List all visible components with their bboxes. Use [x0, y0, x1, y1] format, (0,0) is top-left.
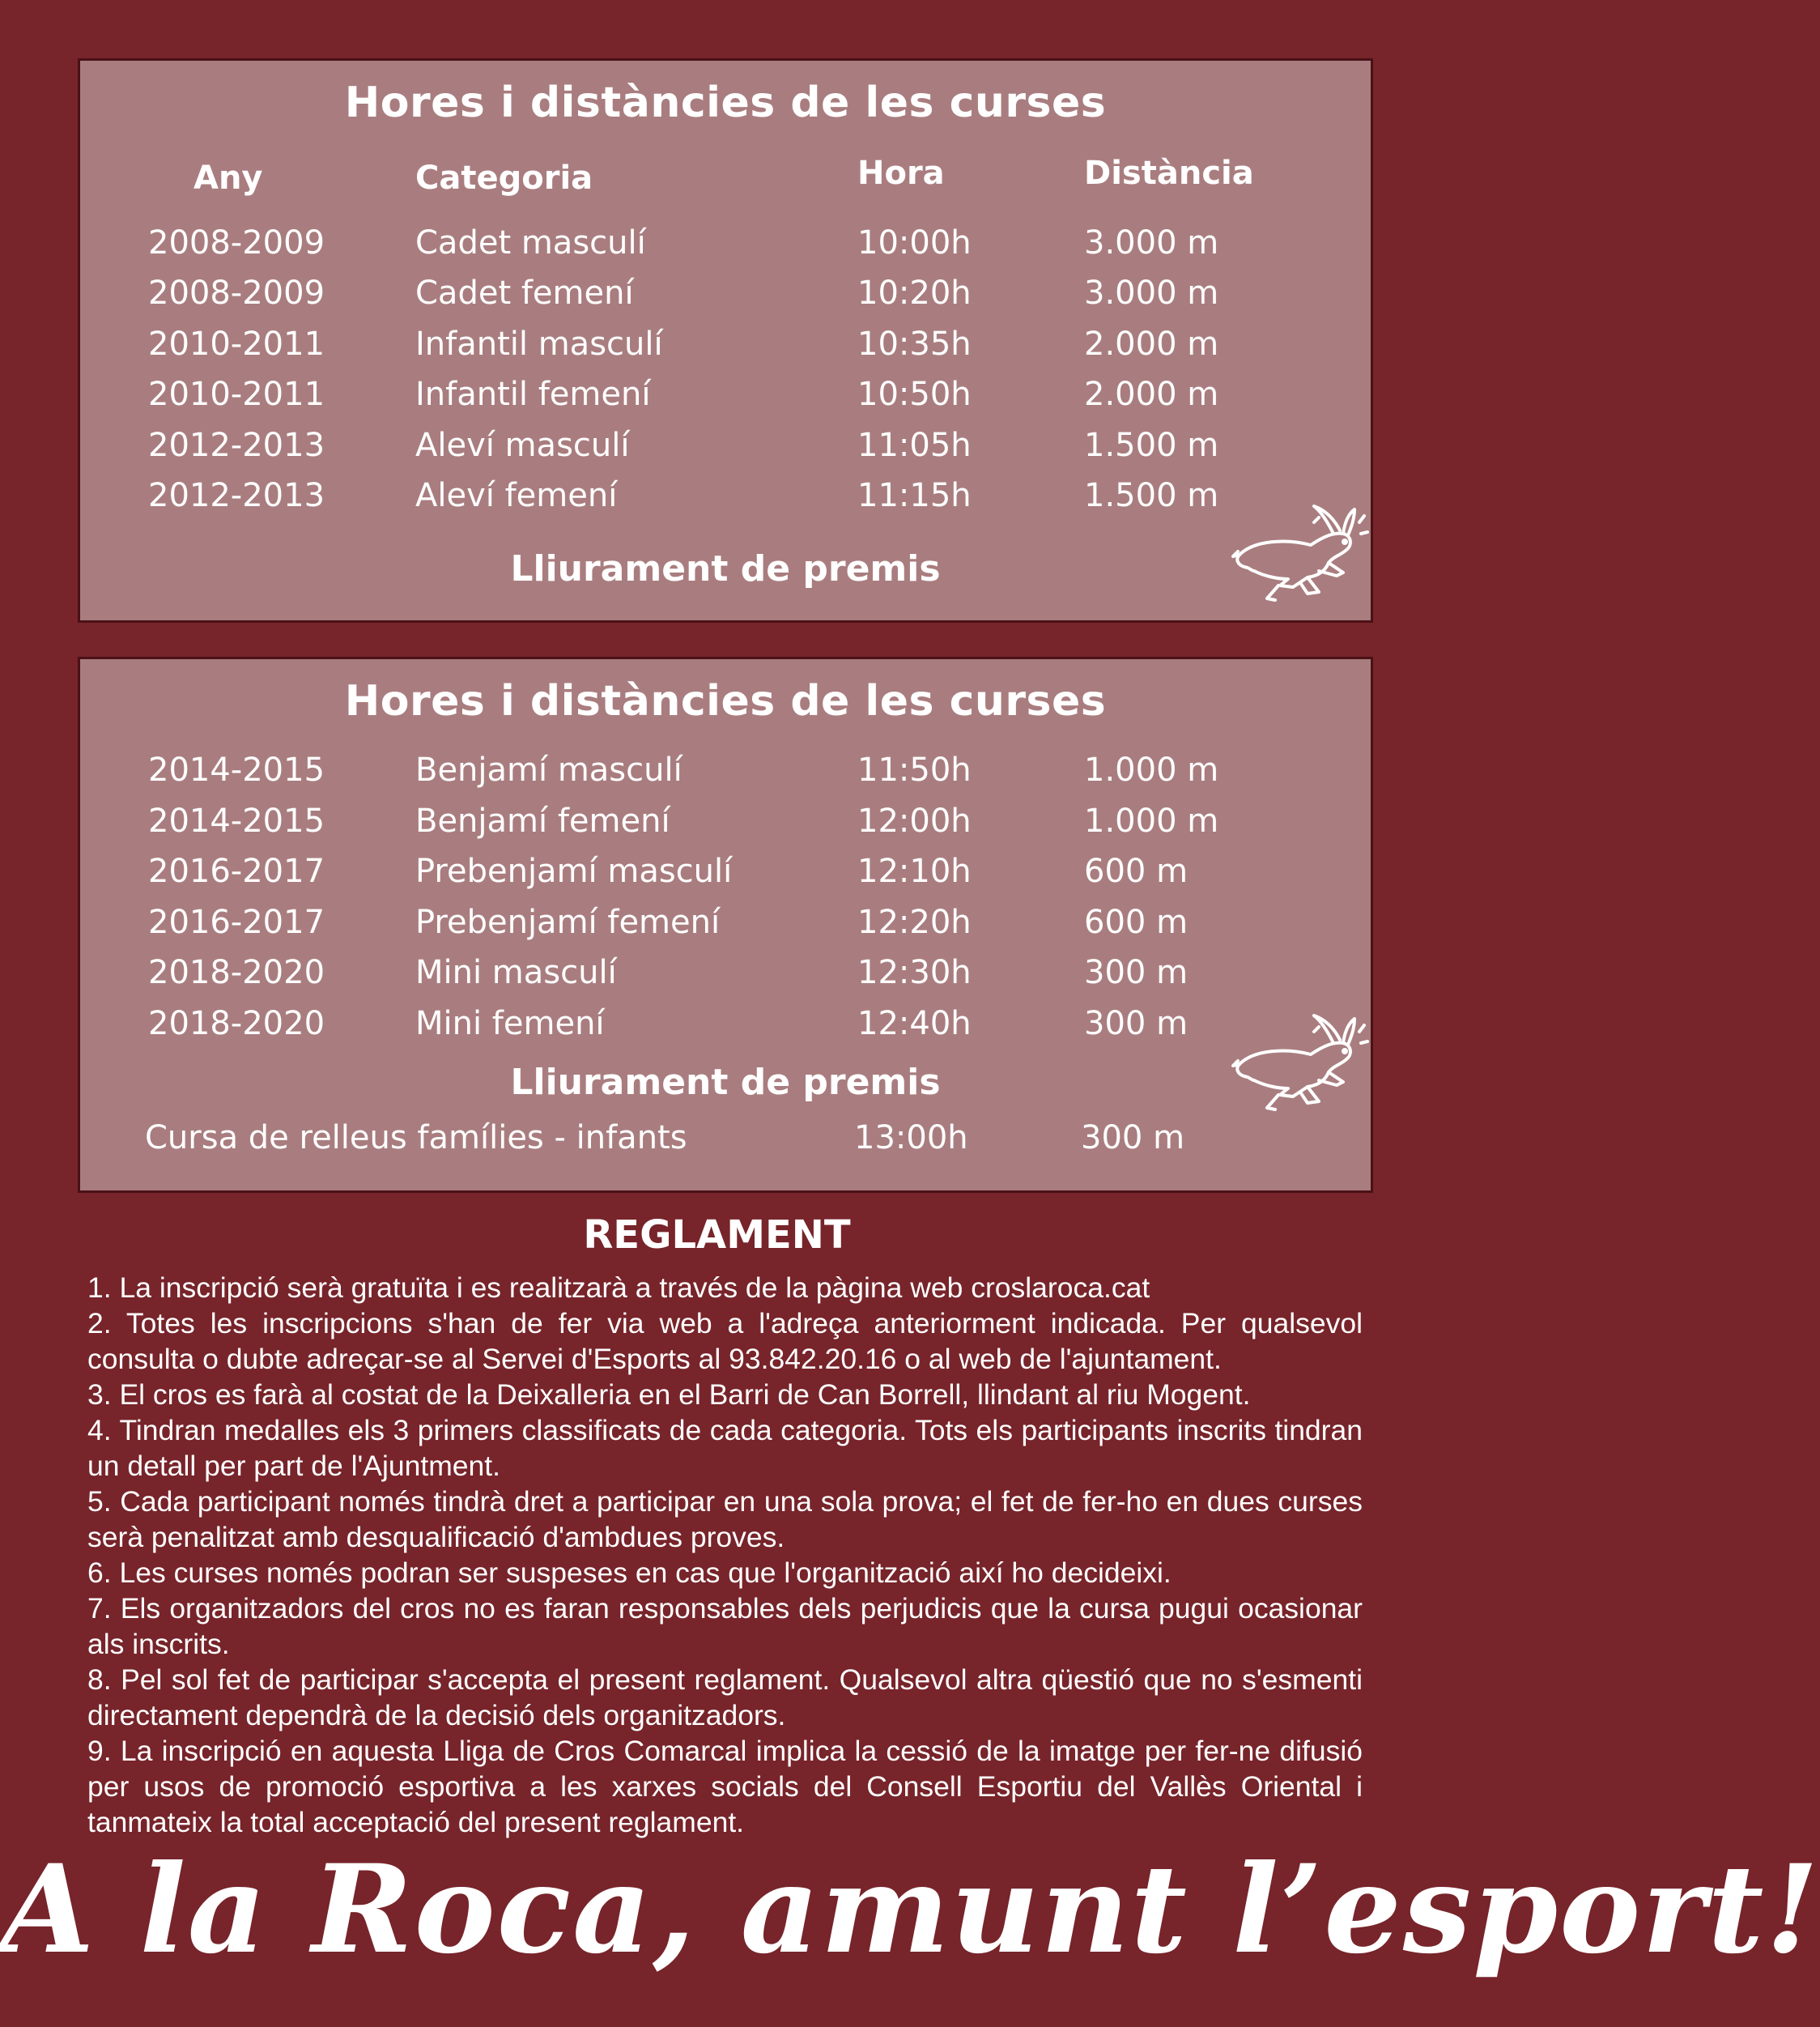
- row-categoria: Cadet femení: [415, 275, 634, 312]
- row-categoria: Aleví masculí: [415, 427, 630, 464]
- row-categoria: Mini masculí: [415, 954, 617, 991]
- rule-item: 4. Tindran medalles els 3 primers classificats de cada categoria. Tots els participants inscrits tindran un detall per part de l'Ajuntment.: [87, 1414, 1363, 1482]
- row-hora: 12:10h: [857, 853, 972, 890]
- rule-item: 5. Cada participant només tindrà dret a participar en una sola prova; el fet de fer-ho en dues curses serà penalitzat amb desqualificació d'ambdues proves.: [87, 1485, 1363, 1553]
- rabbit-icon: [1230, 498, 1367, 611]
- row-distancia: 3.000 m: [1084, 224, 1219, 262]
- row-any: 2016-2017: [148, 904, 325, 941]
- row-hora: 11:05h: [857, 427, 972, 464]
- row-any: 2008-2009: [148, 275, 325, 312]
- table-row: [80, 954, 1371, 1004]
- row-hora: 11:50h: [857, 752, 972, 789]
- row-hora: 12:00h: [857, 803, 972, 840]
- rule-item: 9. La inscripció en aquesta Lliga de Cros Comarcal implica la cessió de la imatge per fer-ne difusió per usos de promoció esportiva a les xarxes socials del Consell Esportiu del Vallès Oriental i tanmateix la total acceptació del present reglament.: [87, 1735, 1363, 1838]
- row-distancia: 2.000 m: [1084, 376, 1219, 413]
- row-categoria: Mini femení: [415, 1005, 605, 1042]
- row-hora: 10:50h: [857, 376, 972, 413]
- schedule-panel-1: [78, 58, 1373, 623]
- header-hora: Hora: [857, 155, 945, 192]
- row-distancia: 300 m: [1084, 1005, 1189, 1042]
- row-categoria: Prebenjamí femení: [415, 904, 721, 941]
- row-distancia: 600 m: [1084, 904, 1189, 941]
- row-any: 2008-2009: [148, 224, 325, 262]
- header-distancia: Distància: [1084, 155, 1254, 192]
- row-any: 2010-2011: [148, 376, 325, 413]
- table-row: [80, 275, 1371, 325]
- panel-title: Hores i distàncies de les curses: [344, 79, 1107, 127]
- header-any: Any: [193, 160, 263, 197]
- row-any: 2018-2020: [148, 1005, 325, 1042]
- relay-distancia: 300 m: [1081, 1119, 1185, 1156]
- slogan: A la Roca, amunt l’esport!: [0, 1838, 1820, 1981]
- table-row: [80, 477, 1371, 527]
- rule-item: 2. Totes les inscripcions s'han de fer via web a l'adreça anteriorment indicada. Per qualsevol consulta o dubte adreçar-se al Servei d'Esports al 93.842.20.16 o al web de l'ajuntament.: [87, 1307, 1363, 1375]
- row-categoria: Cadet masculí: [415, 224, 646, 262]
- table-row: [80, 904, 1371, 954]
- table-row: [80, 853, 1371, 903]
- row-hora: 12:20h: [857, 904, 972, 941]
- row-any: 2018-2020: [148, 954, 325, 991]
- row-categoria: Prebenjamí masculí: [415, 853, 733, 890]
- row-distancia: 300 m: [1084, 954, 1189, 991]
- row-hora: 11:15h: [857, 477, 972, 514]
- row-any: 2012-2013: [148, 427, 325, 464]
- rule-item: 6. Les curses només podran ser suspeses en cas que l'organització així ho decideixi.: [87, 1556, 1172, 1589]
- table-row: [80, 427, 1371, 477]
- row-any: 2016-2017: [148, 853, 325, 890]
- row-any: 2014-2015: [148, 752, 325, 789]
- row-categoria: Infantil masculí: [415, 326, 663, 363]
- row-hora: 10:35h: [857, 326, 972, 363]
- table-row: [80, 752, 1371, 802]
- rule-item: 7. Els organitzadors del cros no es faran responsables dels perjudicis que la cursa pugui ocasionar als inscrits.: [87, 1592, 1363, 1660]
- row-hora: 10:00h: [857, 224, 972, 262]
- table-row: [80, 376, 1371, 426]
- rules-list: [87, 1270, 1363, 1840]
- awards-label: Lliurament de premis: [510, 548, 941, 590]
- row-hora: 12:40h: [857, 1005, 972, 1042]
- row-hora: 10:20h: [857, 275, 972, 312]
- relay-label: Cursa de relleus famílies - infants: [145, 1119, 687, 1156]
- table-row: [80, 326, 1371, 376]
- row-any: 2010-2011: [148, 326, 325, 363]
- awards-label: Lliurament de premis: [510, 1062, 941, 1103]
- table-row: [80, 1005, 1371, 1055]
- row-categoria: Infantil femení: [415, 376, 651, 413]
- table-row: [80, 803, 1371, 853]
- reglament-title: REGLAMENT: [583, 1212, 851, 1258]
- rabbit-icon: [1230, 1007, 1367, 1121]
- row-distancia: 1.000 m: [1084, 752, 1219, 789]
- rule-item: 8. Pel sol fet de participar s'accepta el present reglament. Qualsevol altra qüestió que no s'esmenti directament dependrà de la decisió dels organitzadors.: [87, 1663, 1363, 1731]
- rule-item: 1. La inscripció serà gratuïta i es realitzarà a través de la pàgina web croslaroca.cat: [87, 1271, 1150, 1304]
- table-row: [80, 224, 1371, 275]
- row-categoria: Benjamí femení: [415, 803, 670, 840]
- row-distancia: 2.000 m: [1084, 326, 1219, 363]
- rule-item: 3. El cros es farà al costat de la Deixalleria en el Barri de Can Borrell, llindant al riu Mogent.: [87, 1378, 1251, 1411]
- schedule-panel-2: [78, 657, 1373, 1193]
- table-header: [80, 155, 1371, 205]
- row-distancia: 3.000 m: [1084, 275, 1219, 312]
- header-categoria: Categoria: [415, 160, 593, 197]
- relay-hora: 13:00h: [854, 1119, 968, 1156]
- row-categoria: Aleví femení: [415, 477, 618, 514]
- row-distancia: 1.500 m: [1084, 477, 1219, 514]
- row-any: 2014-2015: [148, 803, 325, 840]
- row-hora: 12:30h: [857, 954, 972, 991]
- row-distancia: 600 m: [1084, 853, 1189, 890]
- row-distancia: 1.500 m: [1084, 427, 1219, 464]
- row-any: 2012-2013: [148, 477, 325, 514]
- row-distancia: 1.000 m: [1084, 803, 1219, 840]
- panel-title: Hores i distàncies de les curses: [344, 677, 1107, 726]
- relay-row: [80, 1119, 1371, 1169]
- row-categoria: Benjamí masculí: [415, 752, 682, 789]
